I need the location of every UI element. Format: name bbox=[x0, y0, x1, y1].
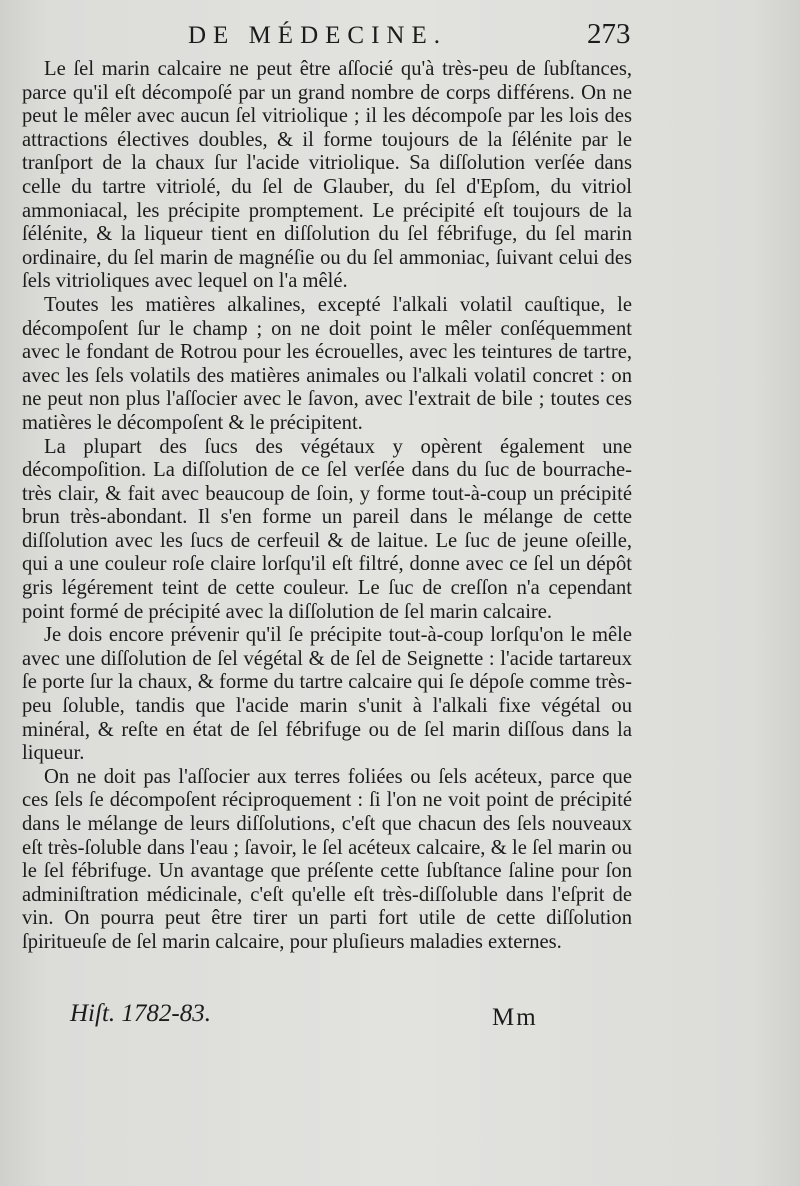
paragraph: La plupart des ſucs des végétaux y opèrent également une décompoſition. La diſſolution de ce ſel verſée dans du ſuc de bourrache-très clair, & fait avec beaucoup de ſoin, y forme tout-à-coup un précipité brun très-abondant. Il s'en forme un pareil dans le mélange de cette diſſolution avec les ſucs de cerfeuil & de laitue. Le ſuc de jeune oſeille, qui a une couleur roſe claire lorſqu'il eſt filtré, donne avec ce ſel un dépôt gris légérement teint de cette couleur. Le ſuc de creſſon n'a cependant point formé de précipité avec la diſſolution de ſel marin calcaire. bbox=[22, 435, 632, 623]
paragraph: On ne doit pas l'aſſocier aux terres foliées ou ſels acéteux, parce que ces ſels ſe décompoſent réciproquement : ſi l'on ne voit point de précipité dans le mélange de leurs diſſolutions, c'eſt que chacun des ſels nouveaux eſt très-ſoluble dans l'eau ; ſavoir, le ſel acéteux calcaire, & le ſel marin ou le ſel fébrifuge. Un avantage que préſente cette ſubſtance ſaline pour ſon adminiſtration médicinale, c'eſt qu'elle eſt très-diſſoluble dans l'eſprit de vin. On pourra peut être tirer un parti fort utile de cette diſſolution ſpiritueuſe de ſel marin calcaire, pour pluſieurs maladies externes. bbox=[22, 765, 632, 953]
paragraph: Toutes les matières alkalines, excepté l'alkali volatil cauſtique, le décompoſent ſur le champ ; on ne doit point le mêler conſéquemment avec le fondant de Rotrou pour les écrouelles, avec les teintures de tartre, avec les ſels volatils des matières animales ou l'alkali volatil concret : on ne peut non plus l'aſſocier avec le ſavon, avec l'extrait de bile ; toutes ces matières le décompoſent & le précipitent. bbox=[22, 293, 632, 434]
page-footer bbox=[0, 1000, 800, 1040]
page-header bbox=[0, 18, 800, 58]
paragraph: Le ſel marin calcaire ne peut être aſſocié qu'à très-peu de ſubſtances, parce qu'il eſt décompoſé par un grand nombre de corps différens. On ne peut le mêler avec aucun ſel vitriolique ; il les décompoſe par les lois des attractions électives doubles, & il forme toujours de la ſélénite par le tranſport de la chaux ſur l'acide vitriolique. Sa diſſolution verſée dans celle du tartre vitriolé, du ſel de Glauber, du ſel d'Epſom, du vitriol ammoniacal, les précipite promptement. Le précipité eſt toujours de la ſélénite, & la liqueur tient en diſſolution du ſel fébrifuge, du ſel marin ordinaire, du ſel marin de magnéſie ou du ſel ammoniac, ſuivant celui des ſels vitrioliques avec lequel on l'a mêlé. bbox=[22, 58, 632, 293]
body-text bbox=[22, 58, 632, 955]
volume-reference: Hiſt. 1782-83. bbox=[70, 1000, 211, 1027]
paragraph: Je dois encore prévenir qu'il ſe précipite tout-à-coup lorſqu'on le mêle avec une diſſolution de ſel végétal & de ſel de Seignette : l'acide tartareux ſe porte ſur la chaux, & forme du tartre calcaire qui ſe dépoſe comme très-peu ſoluble, tandis que l'acide marin s'unit à l'alkali fixe végétal ou minéral, & reſte en état de ſel fébrifuge ou de ſel marin diſſous dans la liqueur. bbox=[22, 624, 632, 765]
page-number: 273 bbox=[587, 18, 631, 50]
running-head: DE MÉDECINE. bbox=[188, 22, 447, 49]
signature-mark: Mm bbox=[492, 1004, 538, 1031]
